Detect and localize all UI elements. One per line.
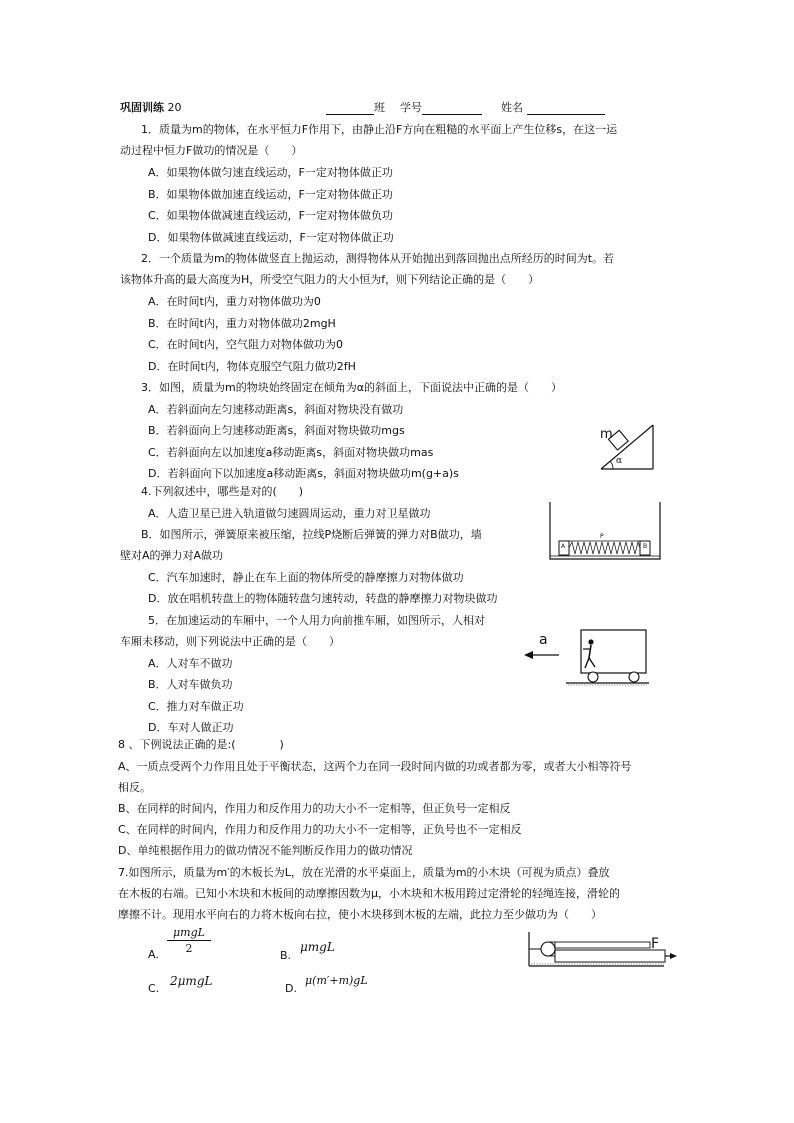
q2-stem-1: 2．一个质量为m的物体做竖直上抛运动，测得物体从开始抛出到落回抛出点所经历的时间为t。若 — [141, 252, 615, 265]
spring-figure — [547, 500, 663, 562]
pulley-force-label: F — [651, 936, 660, 952]
q7-option-c-expr: 2μmgL — [170, 974, 213, 988]
q7-stem-3: 摩擦不计。现用水平向右的力将木板向右拉，使小木块移到木板的左端，此拉力至少做功为（ ） — [118, 908, 602, 921]
name-blank[interactable] — [527, 114, 605, 115]
q3-option: B．若斜面向上匀速移动距离s，斜面对物块做功mgs — [148, 424, 405, 437]
q7-stem-1: 7.如图所示，质量为m′的木板长为L，放在光滑的水平桌面上，质量为m的小木块（可视为质点）叠放 — [118, 866, 610, 879]
q3-option: C．若斜面向左以加速度a移动距离s，斜面对物块做功mas — [148, 446, 434, 459]
q8-stem: 8 、下例说法正确的是:( ) — [118, 738, 284, 751]
q4-option: B．如图所示，弹簧原来被压缩，拉线P烧断后弹簧的弹力对B做功，墙 — [141, 528, 482, 541]
q2-option: A．在时间t内，重力对物体做功为0 — [148, 295, 321, 308]
q5-stem-1: 5．在加速运动的车厢中，一个人用力向前推车厢，如图所示，人相对 — [148, 614, 485, 627]
spring-label-b: B — [643, 543, 648, 550]
q4-option: D．放在唱机转盘上的物体随转盘匀速转动，转盘的静摩擦力对物块做功 — [148, 592, 498, 605]
fraction-bar — [167, 940, 211, 941]
header-fields — [326, 101, 605, 115]
spring-label-p: P — [600, 533, 604, 540]
q7-stem-2: 在木板的右端。已知小木块和木板间的动摩擦因数为μ，小木块和木板用跨过定滑轮的轻绳连接，滑轮的 — [118, 887, 620, 900]
id-blank[interactable] — [422, 114, 482, 115]
q5-option: A．人对车不做功 — [148, 657, 233, 670]
q3-option: D．若斜面向下以加速度a移动距离s，斜面对物块做功m(g+a)s — [148, 467, 459, 480]
class-blank[interactable] — [326, 114, 374, 115]
incline-alpha-label: α — [616, 456, 623, 466]
q7-option-a-fraction — [167, 926, 211, 955]
q8-option: B、在同样的时间内，作用力和反作用力的功大小不一定相等，但正负号一定相反 — [118, 802, 511, 815]
car-accel-label: a — [539, 632, 548, 648]
q1-stem-2: 动过程中恒力F做功的情况是（ ） — [120, 144, 303, 157]
header-title: 巩固训练 — [120, 101, 164, 114]
q2-option: D．在时间t内，物体克服空气阻力做功2fH — [148, 360, 356, 373]
q2-option: B．在时间t内，重力对物体做功2mgH — [148, 317, 336, 330]
q3-stem: 3．如图，质量为m的物块始终固定在倾角为α的斜面上，下面说法中正确的是（ ） — [141, 381, 562, 394]
q8-option: A、一质点受两个力作用且处于平衡状态，这两个力在同一段时间内做的功或者都为零，或者大小相等符号 — [118, 760, 632, 773]
class-label: 班 — [374, 101, 385, 114]
q3-option: A．若斜面向左匀速移动距离s，斜面对物块没有做功 — [148, 403, 404, 416]
q7-option-a-label: A. — [148, 948, 159, 961]
q1-option: C．如果物体做减速直线运动，F一定对物体做负功 — [148, 209, 394, 222]
id-label: 学号 — [400, 101, 422, 114]
spring-label-a: A — [561, 543, 566, 550]
q7-option-c-label: C. — [148, 982, 160, 995]
q5-option: D．车对人做正功 — [148, 721, 234, 734]
q5-option: C．推力对车做正功 — [148, 700, 244, 713]
q4-option: A．人造卫星已进入轨道做匀速圆周运动，重力对卫星做功 — [148, 507, 431, 520]
q7-option-d-label: D. — [285, 982, 297, 995]
q8-option: C、在同样的时间内，作用力和反作用力的功大小不一定相等，正负号也不一定相反 — [118, 823, 522, 836]
q2-option: C．在时间t内，空气阻力对物体做功为0 — [148, 338, 343, 351]
q7-option-a-numerator: μmgL — [173, 926, 205, 939]
q1-stem-1: 1．质量为m的物体，在水平恒力F作用下，由静止沿F方向在粗糙的水平面上产生位移s，在这一运 — [141, 123, 618, 136]
q7-option-a-denominator: 2 — [185, 942, 193, 955]
q7-option-b-label: B. — [280, 949, 292, 962]
incline-mass-label: m — [600, 427, 613, 442]
q8-option: D、单纯根据作用力的做功情况不能判断反作用力的做功情况 — [118, 844, 413, 857]
q4-stem: 4.下列叙述中，哪些是对的( ) — [141, 485, 304, 498]
q7-option-d-expr: μ(m′+m)gL — [305, 974, 368, 987]
q7-option-b-expr: μmgL — [300, 940, 335, 954]
header-number: 20 — [167, 101, 182, 114]
q8-option: 相反。 — [118, 781, 151, 794]
name-label: 姓名 — [501, 101, 523, 114]
q1-option: A．如果物体做匀速直线运动，F一定对物体做正功 — [148, 166, 393, 179]
q1-option: D．如果物体做减速直线运动，F一定对物体做正功 — [148, 231, 394, 244]
header — [120, 101, 182, 115]
q4-option: C．汽车加速时，静止在车上面的物体所受的静摩擦力对物体做功 — [148, 571, 464, 584]
q5-stem-2: 车厢未移动，则下列说法中正确的是（ ） — [120, 635, 340, 648]
q1-option: B．如果物体做加速直线运动，F一定对物体做正功 — [148, 188, 393, 201]
q4-option: 壁对A的弹力对A做功 — [120, 549, 224, 562]
q5-option: B．人对车做负功 — [148, 678, 233, 691]
q2-stem-2: 该物体升高的最大高度为H，所受空气阻力的大小恒为f，则下列结论正确的是（ ） — [120, 273, 540, 286]
